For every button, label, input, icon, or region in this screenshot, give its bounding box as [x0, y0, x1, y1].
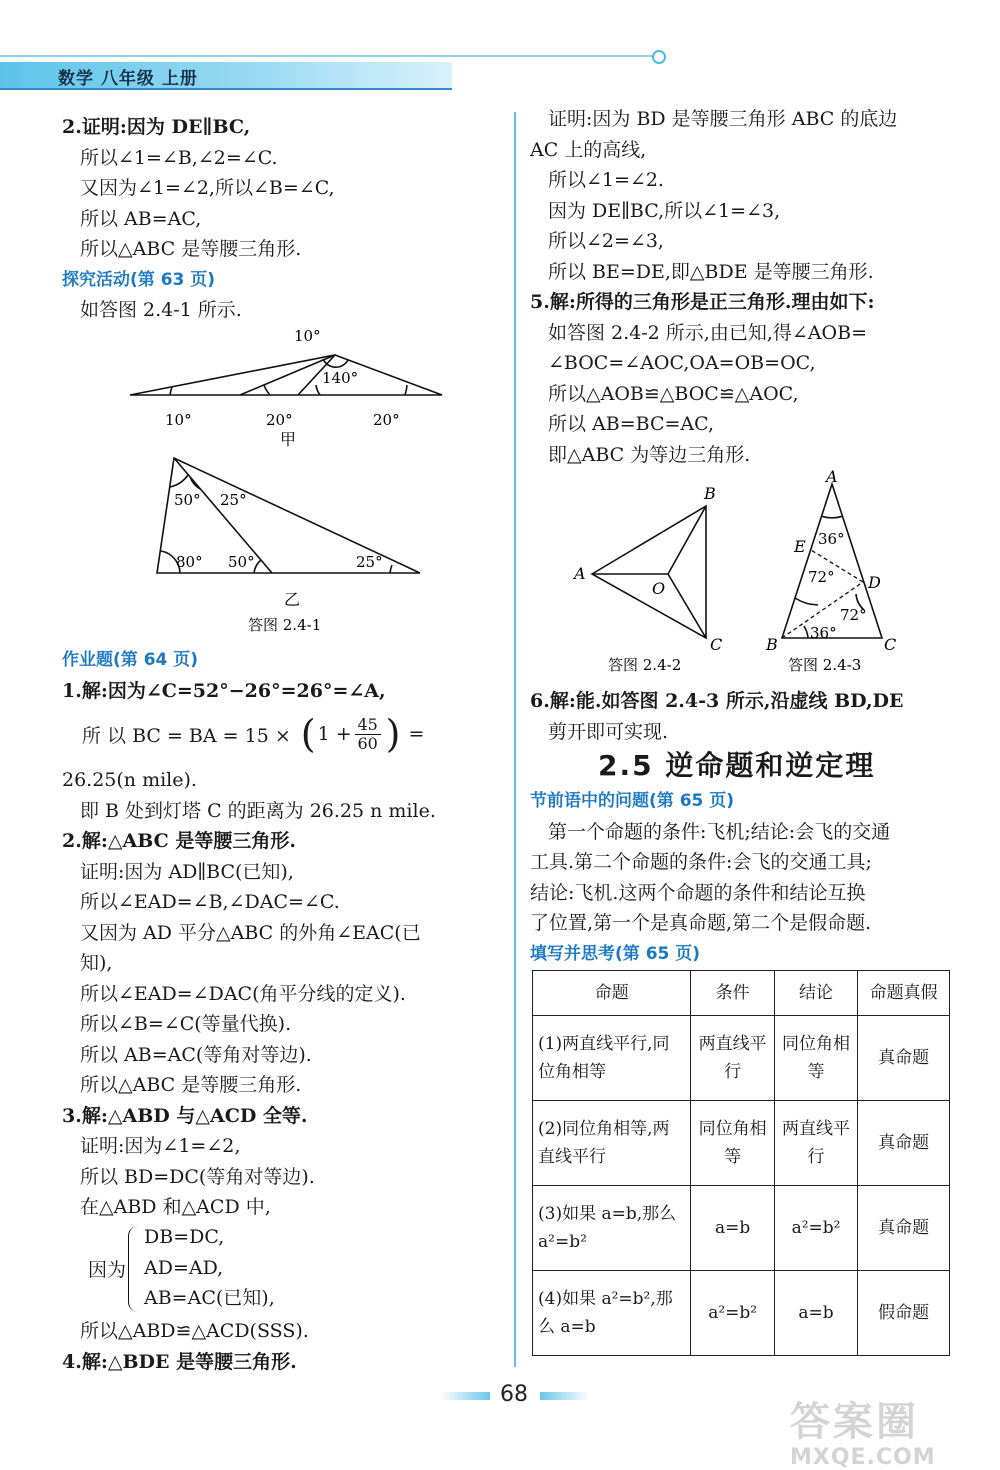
table-row [533, 1101, 950, 1186]
figure-2-4-2 [592, 506, 706, 638]
brace-line: DB=DC, [144, 1226, 225, 1248]
proposition-table [532, 970, 950, 1356]
table-cell: 两直线平行 [691, 1016, 774, 1101]
fig1-angle-25b: 25° [356, 553, 383, 571]
fig1-angle-bm: 20° [266, 411, 293, 429]
brace-line: AD=AD, [144, 1256, 224, 1279]
fraction-numerator: 45 [357, 714, 378, 734]
table-cell: 真命题 [858, 1186, 950, 1271]
r-line: 所以 BE=DE,即△BDE 是等腰三角形. [548, 260, 874, 283]
r-line: 所以∠2=∠3, [548, 230, 664, 252]
hw1-line2-post: = [408, 723, 425, 745]
q5-line: 所以△AOB≌△BOC≌△AOC, [548, 382, 799, 405]
column-divider [514, 112, 516, 1367]
fig3-A: A [826, 470, 838, 486]
hw3-conclusion: 所以△ABD≌△ACD(SSS). [80, 1320, 309, 1342]
table-cell: (2)同位角相等,两直线平行 [533, 1101, 691, 1186]
left-hw [62, 645, 386, 706]
hw3-because: 因为 [88, 1259, 127, 1281]
hw3-line: 所以 BD=DC(等角对等边). [80, 1165, 315, 1188]
fill-heading: 填写并思考(第 65 页) [530, 943, 701, 964]
fraction [355, 716, 381, 753]
paren-open: ( [300, 712, 316, 756]
q2-line: 所以△ABC 是等腰三角形. [80, 238, 302, 260]
q2-line: 又因为∠1=∠2,所以∠B=∠C, [80, 177, 335, 199]
watermark-text: 答案圈 [790, 1399, 919, 1445]
preface-line: 工具.第二个命题的条件:会飞的交通工具; [530, 851, 872, 873]
table-cell: 真命题 [858, 1016, 950, 1101]
brace [128, 1226, 139, 1312]
table-cell: 假命题 [858, 1271, 950, 1356]
fig3-B: B [766, 635, 778, 654]
page-number: 68 [500, 1382, 528, 1407]
fig3-a72l: 72° [808, 568, 835, 586]
fig3-a36bot: 36° [810, 624, 837, 642]
q6-line: 6.解:能.如答图 2.4-3 所示,沿虚线 BD,DE [530, 690, 904, 712]
fig1-angle-br: 20° [373, 411, 400, 429]
hw2-line: 所以∠EAD=∠B,∠DAC=∠C. [80, 891, 340, 913]
paren-close: ) [385, 712, 401, 756]
hw1-line1: 1.解:因为∠C=52°−26°=26°=∠A, [62, 679, 386, 702]
figure-jia [130, 355, 442, 395]
fig3-E: E [794, 537, 806, 556]
q5-line: 如答图 2.4-2 所示,由已知,得∠AOB= [548, 321, 867, 344]
hw2-line: 所以∠EAD=∠DAC(角平分线的定义). [80, 982, 406, 1005]
figures-2-4-2-and-3 [560, 470, 900, 680]
table-cell: a²=b² [691, 1271, 774, 1356]
r-line: AC 上的高线, [530, 138, 647, 161]
brace-lines [144, 1222, 275, 1314]
fig3-D: D [868, 573, 881, 592]
header-dot [652, 50, 666, 64]
fig2-A: A [574, 564, 586, 583]
fraction-denominator: 60 [357, 733, 378, 753]
q5-line: 所以 AB=BC=AC, [548, 413, 715, 435]
table-cell: a=b [691, 1186, 774, 1271]
preface-line: 了位置,第一个是真命题,第二个是假命题. [530, 912, 872, 934]
fig1-angle-50a: 50° [174, 491, 201, 509]
figure-2-4-1 [120, 325, 460, 635]
hw1-line2-pre: 所 以 BC = BA = 15 × [82, 724, 291, 747]
fig1-angle-top: 10° [294, 327, 321, 345]
table-cell: 真命题 [858, 1101, 950, 1186]
table-cell: a=b [774, 1271, 857, 1356]
hw3-line: 3.解:△ABD 与△ACD 全等. [62, 1104, 308, 1127]
table-header-row [533, 971, 950, 1016]
header-title: 数学 八年级 上册 [58, 69, 198, 89]
fig3-a36top: 36° [818, 530, 845, 548]
fig2-caption: 答图 2.4-2 [608, 656, 682, 674]
preface-line: 第一个命题的条件:飞机;结论:会飞的交通 [548, 820, 891, 843]
hw2-line: 证明:因为 AD∥BC(已知), [80, 860, 294, 883]
hw2-line: 所以 AB=AC(等角对等边). [80, 1043, 312, 1066]
hw1-inner-pre: 1 + [317, 723, 352, 745]
watermark [790, 1390, 936, 1470]
fig2-C: C [710, 635, 723, 654]
table-row [533, 1016, 950, 1101]
table-cell: (1)两直线平行,同位角相等 [533, 1016, 691, 1101]
r-line: 证明:因为 BD 是等腰三角形 ABC 的底边 [548, 108, 898, 130]
hw4-line: 4.解:△BDE 是等腰三角形. [62, 1350, 297, 1373]
q5-line: ∠BOC=∠AOC,OA=OB=OC, [548, 352, 816, 374]
table-cell: 同位角相等 [691, 1101, 774, 1186]
hw3-line: 证明:因为∠1=∠2, [80, 1135, 241, 1157]
page-number-deco-right [540, 1392, 590, 1400]
table-row [533, 1271, 950, 1356]
explore-heading: 探究活动(第 63 页) [62, 269, 216, 290]
figure-2-4-3 [782, 484, 882, 638]
table-cell: 同位角相等 [774, 1016, 857, 1101]
fig1-angle-25a: 25° [220, 491, 247, 509]
page-number-deco-left [440, 1392, 490, 1400]
table-row [533, 1186, 950, 1271]
left-end [62, 1316, 309, 1377]
table-header: 条件 [691, 971, 774, 1016]
hw2-line: 又因为 AD 平分△ABC 的外角∠EAC(已 [80, 921, 421, 944]
preface-heading: 节前语中的问题(第 65 页) [530, 791, 735, 811]
watermark-url: MXQE.COM [790, 1445, 936, 1470]
hw1-line3: 26.25(n mile). [62, 769, 197, 791]
fig1-label-jia: 甲 [280, 430, 297, 449]
header-rule [0, 55, 655, 57]
table-cell: 两直线平行 [774, 1101, 857, 1186]
brace-line: AB=AC(已知), [144, 1287, 275, 1309]
q6-line: 剪开即可实现. [548, 720, 669, 743]
hw2-line: 2.解:△ABC 是等腰三角形. [62, 830, 296, 852]
table-cell: (4)如果 a²=b²,那么 a=b [533, 1271, 691, 1356]
table-header: 命题真假 [858, 971, 950, 1016]
r-line: 因为 DE∥BC,所以∠1=∠3, [548, 199, 781, 222]
fig1-angle-140: 140° [322, 369, 359, 387]
fig2-O: O [652, 579, 666, 598]
left-hw-cont [62, 765, 436, 1223]
table-header: 结论 [774, 971, 857, 1016]
fig1-label-yi: 乙 [284, 590, 301, 609]
table-cell: (3)如果 a=b,那么 a²=b² [533, 1186, 691, 1271]
hw-heading: 作业题(第 64 页) [62, 650, 199, 670]
hw2-line: 知), [80, 952, 113, 974]
q5-line: 5.解:所得的三角形是正三角形.理由如下: [530, 291, 875, 313]
q2-line: 所以 AB=AC, [80, 207, 202, 230]
hw1-line2 [82, 712, 424, 756]
q2-line: 所以∠1=∠B,∠2=∠C. [80, 146, 278, 169]
preface-line: 结论:飞机.这两个命题的条件和结论互换 [530, 881, 866, 904]
explore-text: 如答图 2.4-1 所示. [80, 299, 242, 321]
fig1-caption: 答图 2.4-1 [248, 616, 322, 634]
hw1-line4: 即 B 处到灯塔 C 的距离为 26.25 n mile. [80, 799, 436, 822]
fig3-a72r: 72° [840, 606, 867, 624]
right-preface [530, 786, 890, 969]
fig3-C: C [884, 635, 897, 654]
fig1-angle-80: 80° [176, 553, 203, 571]
left-q2 [62, 112, 335, 326]
right-top [530, 104, 897, 470]
fig2-B: B [704, 484, 716, 503]
q5-line: 即△ABC 为等边三角形. [548, 443, 751, 466]
table-header: 命题 [533, 971, 691, 1016]
fig1-angle-50b: 50° [228, 553, 255, 571]
section-title: 2.5 逆命题和逆定理 [598, 749, 876, 782]
fig3-caption: 答图 2.4-3 [788, 656, 862, 674]
r-line: 所以∠1=∠2. [548, 169, 664, 191]
table-cell: a²=b² [774, 1186, 857, 1271]
hw3-line: 在△ABD 和△ACD 中, [80, 1196, 271, 1218]
q2-line: 2.证明:因为 DE∥BC, [62, 116, 251, 138]
hw2-line: 所以△ABC 是等腰三角形. [80, 1074, 302, 1096]
right-q6 [530, 686, 904, 747]
fig1-angle-bl: 10° [165, 411, 192, 429]
hw2-line: 所以∠B=∠C(等量代换). [80, 1013, 292, 1035]
